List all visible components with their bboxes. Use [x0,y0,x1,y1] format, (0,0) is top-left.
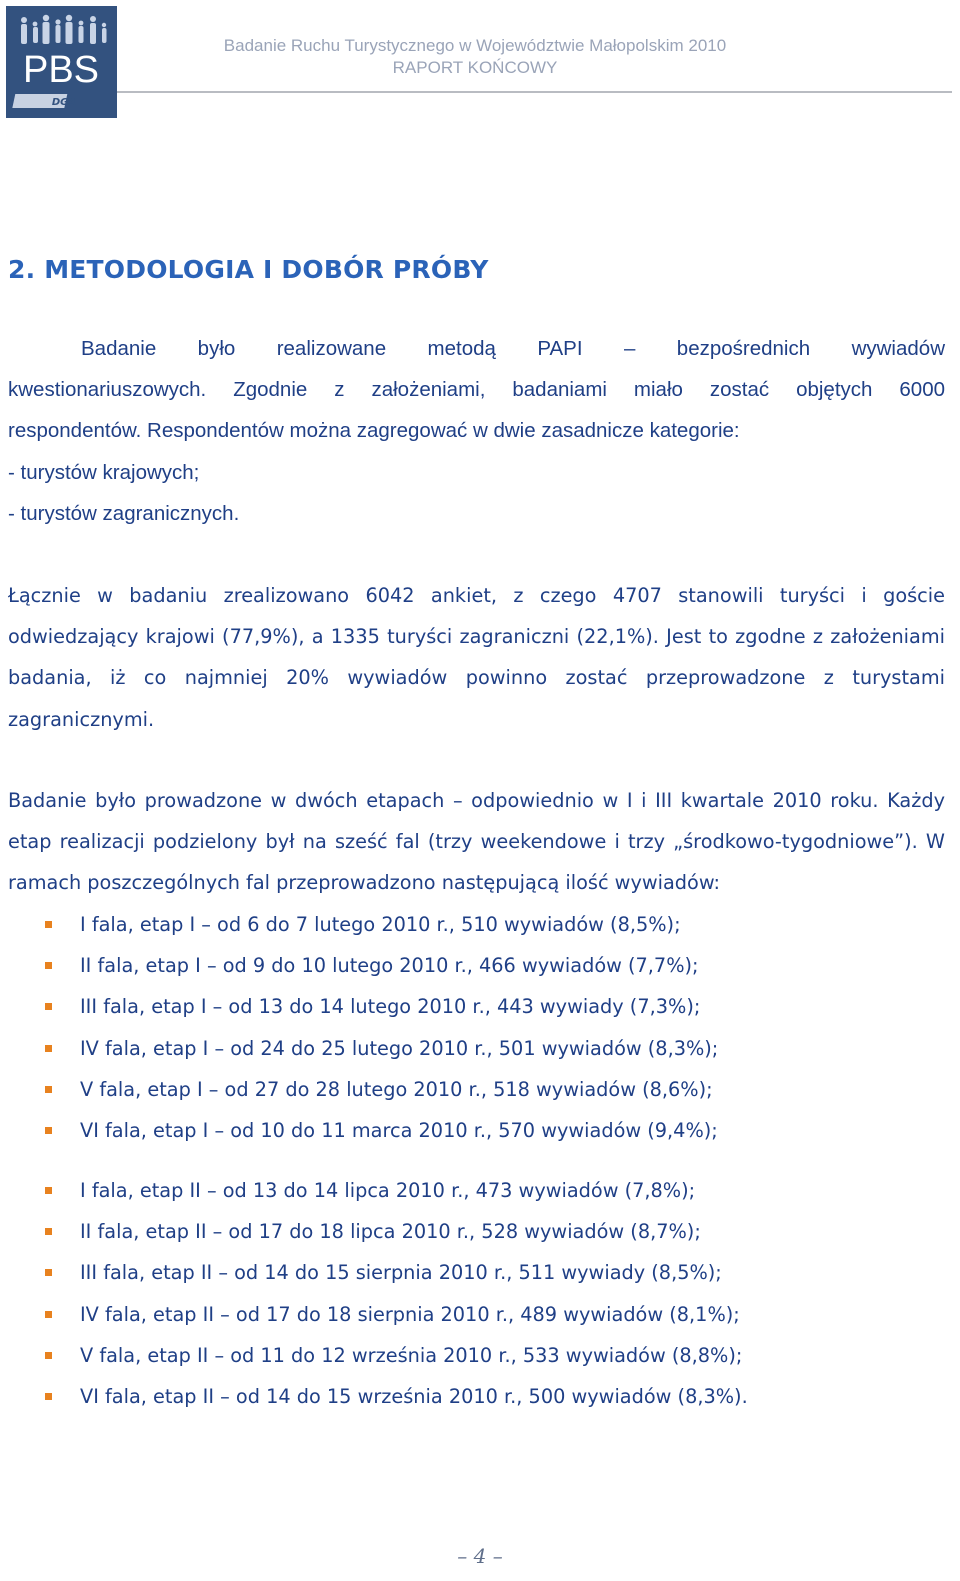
paragraph-line: respondentów. Respondentów można zagregować w dwie zasadnicze kategorie: [8,419,740,443]
list-item [0,1170,950,1211]
paragraph-line: kwestionariuszowych. Zgodnie z założeniami, badaniami miało zostać objętych 6000 [8,378,945,402]
bullet-icon [45,1127,52,1134]
bullet-icon [45,1228,52,1235]
wave-text: V fala, etap I – od 27 do 28 lutego 2010 r., 518 wywiadów (8,6%); [80,1077,713,1101]
stages-paragraph: Badanie było prowadzone w dwóch etapach – odpowiednio w I i III kwartale 2010 roku. Każdy etap realizacji podzielony był na sześć fal (trzy weekendowe i trzy „środkowo-tygodniowe”). W ramach poszczególnych fal przeprowadzono następującą ilość wywiadów: [8,789,945,895]
wave-text: I fala, etap II – od 13 do 14 lipca 2010 r., 473 wywiadów (7,8%); [80,1179,696,1202]
list-item [0,1376,950,1417]
wave-text: VI fala, etap II – od 14 do 15 września 2010 r., 500 wywiadów (8,3%). [80,1384,748,1408]
wave-text: III fala, etap II – od 14 do 15 sierpnia 2010 r., 511 wywiady (8,5%); [80,1261,722,1285]
header-divider [117,91,952,93]
wave-text: IV fala, etap I – od 24 do 25 lutego 2010 r., 501 wywiadów (8,3%); [80,1036,719,1060]
list-item [0,945,950,986]
bullet-icon [45,1086,52,1093]
list-item [0,1028,950,1069]
bullet-icon [45,1352,52,1359]
paragraph-line: Badanie było realizowane metodą PAPI – bezpośrednich wywiadów [81,337,945,360]
list-item [0,1294,950,1335]
wave-text: II fala, etap II – od 17 do 18 lipca 2010 r., 528 wywiadów (8,7%); [80,1220,701,1244]
page-number: – 4 – [457,1544,503,1568]
logo-text: PBS [22,49,100,91]
bullet-icon [45,1045,52,1052]
wave-text: I fala, etap I – od 6 do 7 lutego 2010 r., 510 wywiadów (8,5%); [80,913,681,936]
list-item [0,1069,950,1110]
list-item [0,1252,950,1293]
stage2-wave-list [0,1170,950,1417]
report-subtitle: RAPORT KOŃCOWY [392,58,558,77]
bullet-icon [45,1311,52,1318]
report-title: Badanie Ruchu Turystycznego w Województwie Małopolskim 2010 [223,36,727,55]
bullet-icon [45,1003,52,1010]
wave-text: III fala, etap I – od 13 do 14 lutego 2010 r., 443 wywiady (7,3%); [80,995,701,1019]
results-paragraph: Łącznie w badaniu zrealizowano 6042 ankiet, z czego 4707 stanowili turyści i goście odwiedzający krajowi (77,9%), a 1335 turyści zagraniczni (22,1%). Jest to zgodne z założeniami badania, iż co najmniej 20% wywiadów powinno zostać przeprowadzone z turystami zagranicznymi. [8,584,945,731]
bullet-icon [45,1393,52,1400]
wave-text: V fala, etap II – od 11 do 12 września 2010 r., 533 wywiadów (8,8%); [80,1343,743,1367]
wave-text: II fala, etap I – od 9 do 10 lutego 2010 r., 466 wywiadów (7,7%); [80,954,699,978]
list-item [0,1110,950,1151]
wave-text: VI fala, etap I – od 10 do 11 marca 2010 r., 570 wywiadów (9,4%); [80,1118,718,1142]
pbs-logo [6,6,117,118]
logo-subtext: DGA [51,97,77,108]
list-item [0,904,950,945]
methodology-paragraph [8,328,945,534]
bullet-icon [45,1187,52,1194]
bullet-icon [45,921,52,928]
bullet-icon [45,962,52,969]
category-item: - turystów krajowych; [8,460,200,484]
wave-text: IV fala, etap II – od 17 do 18 sierpnia 2010 r., 489 wywiadów (8,1%); [80,1302,740,1326]
category-item: - turystów zagranicznych. [8,501,240,525]
list-item [0,1211,950,1252]
list-item [0,1335,950,1376]
stage1-wave-list [0,904,950,1151]
list-item [0,986,950,1027]
section-title: 2. METODOLOGIA I DOBÓR PRÓBY [8,255,489,284]
bullet-icon [45,1269,52,1276]
